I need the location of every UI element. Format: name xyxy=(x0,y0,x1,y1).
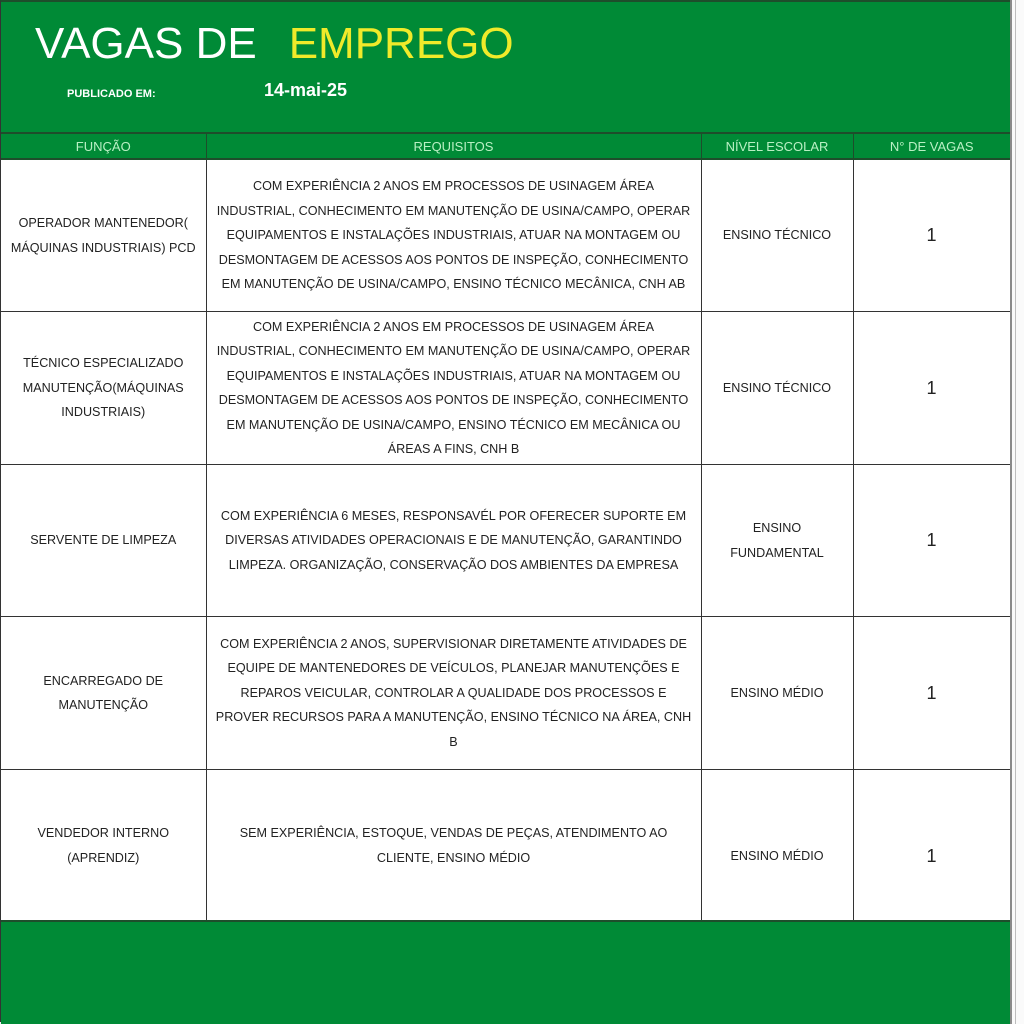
table-row xyxy=(1,770,1010,944)
column-header-numero-vagas: N° DE VAGAS xyxy=(853,133,1010,159)
title-part-white: VAGAS DE xyxy=(35,19,257,68)
table-header-row xyxy=(1,133,1010,159)
cell-funcao: VENDEDOR INTERNO (APRENDIZ) xyxy=(1,770,206,944)
column-header-requisitos: REQUISITOS xyxy=(206,133,701,159)
cell-vagas: 1 xyxy=(853,617,1010,770)
jobs-table xyxy=(1,132,1011,944)
table-row xyxy=(1,312,1010,465)
column-header-nivel-escolar: NÍVEL ESCOLAR xyxy=(701,133,853,159)
published-date: 14-mai-25 xyxy=(264,80,348,100)
cell-requisitos: COM EXPERIÊNCIA 6 MESES, RESPONSAVÉL POR OFERECER SUPORTE EM DIVERSAS ATIVIDADES OPERACIONAIS E DE MANUTENÇÃO, GARANTINDO LIMPEZA. ORGANIZAÇÃO, CONSERVAÇÃO DOS AMBIENTES DA EMPRESA xyxy=(206,465,701,617)
cell-vagas: 1 xyxy=(853,159,1010,312)
table-row xyxy=(1,159,1010,312)
page-edge xyxy=(1010,0,1024,1024)
cell-nivel-escolar: ENSINO TÉCNICO xyxy=(701,159,853,312)
footer-banner xyxy=(1,920,1010,1024)
cell-vagas: 1 xyxy=(853,770,1010,944)
cell-requisitos: COM EXPERIÊNCIA 2 ANOS, SUPERVISIONAR DIRETAMENTE ATIVIDADES DE EQUIPE DE MANTENEDORES DE VEÍCULOS, PLANEJAR MANUTENÇÕES E REPAROS VEICULAR, CONTROLAR A QUALIDADE DOS PROCESSOS E PROVER RECURSOS PARA A MANUTENÇÃO, ENSINO TÉCNICO NA ÁREA, CNH B xyxy=(206,617,701,770)
cell-requisitos: SEM EXPERIÊNCIA, ESTOQUE, VENDAS DE PEÇAS, ATENDIMENTO AO CLIENTE, ENSINO MÉDIO xyxy=(206,770,701,944)
cell-funcao: OPERADOR MANTENEDOR( MÁQUINAS INDUSTRIAIS) PCD xyxy=(1,159,206,312)
column-header-funcao: FUNÇÃO xyxy=(1,133,206,159)
published-label: PUBLICADO EM: xyxy=(67,88,156,100)
title-part-yellow: EMPREGO xyxy=(288,19,514,68)
cell-requisitos: COM EXPERIÊNCIA 2 ANOS EM PROCESSOS DE USINAGEM ÁREA INDUSTRIAL, CONHECIMENTO EM MANUTENÇÃO DE USINA/CAMPO, OPERAR EQUIPAMENTOS E INSTALAÇÕES INDUSTRIAIS, ATUAR NA MONTAGEM OU DESMONTAGEM DE ACESSOS AOS PONTOS DE INSPEÇÃO, CONHECIMENTO EM MANUTENÇÃO DE USINA/CAMPO, ENSINO TÉCNICO EM MECÂNICA OU ÁREAS A FINS, CNH B xyxy=(206,312,701,465)
cell-requisitos: COM EXPERIÊNCIA 2 ANOS EM PROCESSOS DE USINAGEM ÁREA INDUSTRIAL, CONHECIMENTO EM MANUTENÇÃO DE USINA/CAMPO, OPERAR EQUIPAMENTOS E INSTALAÇÕES INDUSTRIAIS, ATUAR NA MONTAGEM OU DESMONTAGEM DE ACESSOS AOS PONTOS DE INSPEÇÃO, CONHECIMENTO EM MANUTENÇÃO DE USINA/CAMPO, ENSINO TÉCNICO MECÂNICA, CNH AB xyxy=(206,159,701,312)
cell-nivel-escolar: ENSINO FUNDAMENTAL xyxy=(701,465,853,617)
cell-funcao: TÉCNICO ESPECIALIZADO MANUTENÇÃO(MÁQUINAS INDUSTRIAIS) xyxy=(1,312,206,465)
cell-funcao: SERVENTE DE LIMPEZA xyxy=(1,465,206,617)
cell-nivel-escolar: ENSINO MÉDIO xyxy=(701,617,853,770)
cell-vagas: 1 xyxy=(853,312,1010,465)
page-title xyxy=(35,14,514,74)
cell-nivel-escolar: ENSINO TÉCNICO xyxy=(701,312,853,465)
table-row xyxy=(1,465,1010,617)
table-row xyxy=(1,617,1010,770)
cell-nivel-escolar: ENSINO MÉDIO xyxy=(701,770,853,944)
cell-vagas: 1 xyxy=(853,465,1010,617)
cell-funcao: ENCARREGADO DE MANUTENÇÃO xyxy=(1,617,206,770)
header-banner xyxy=(1,2,1010,132)
